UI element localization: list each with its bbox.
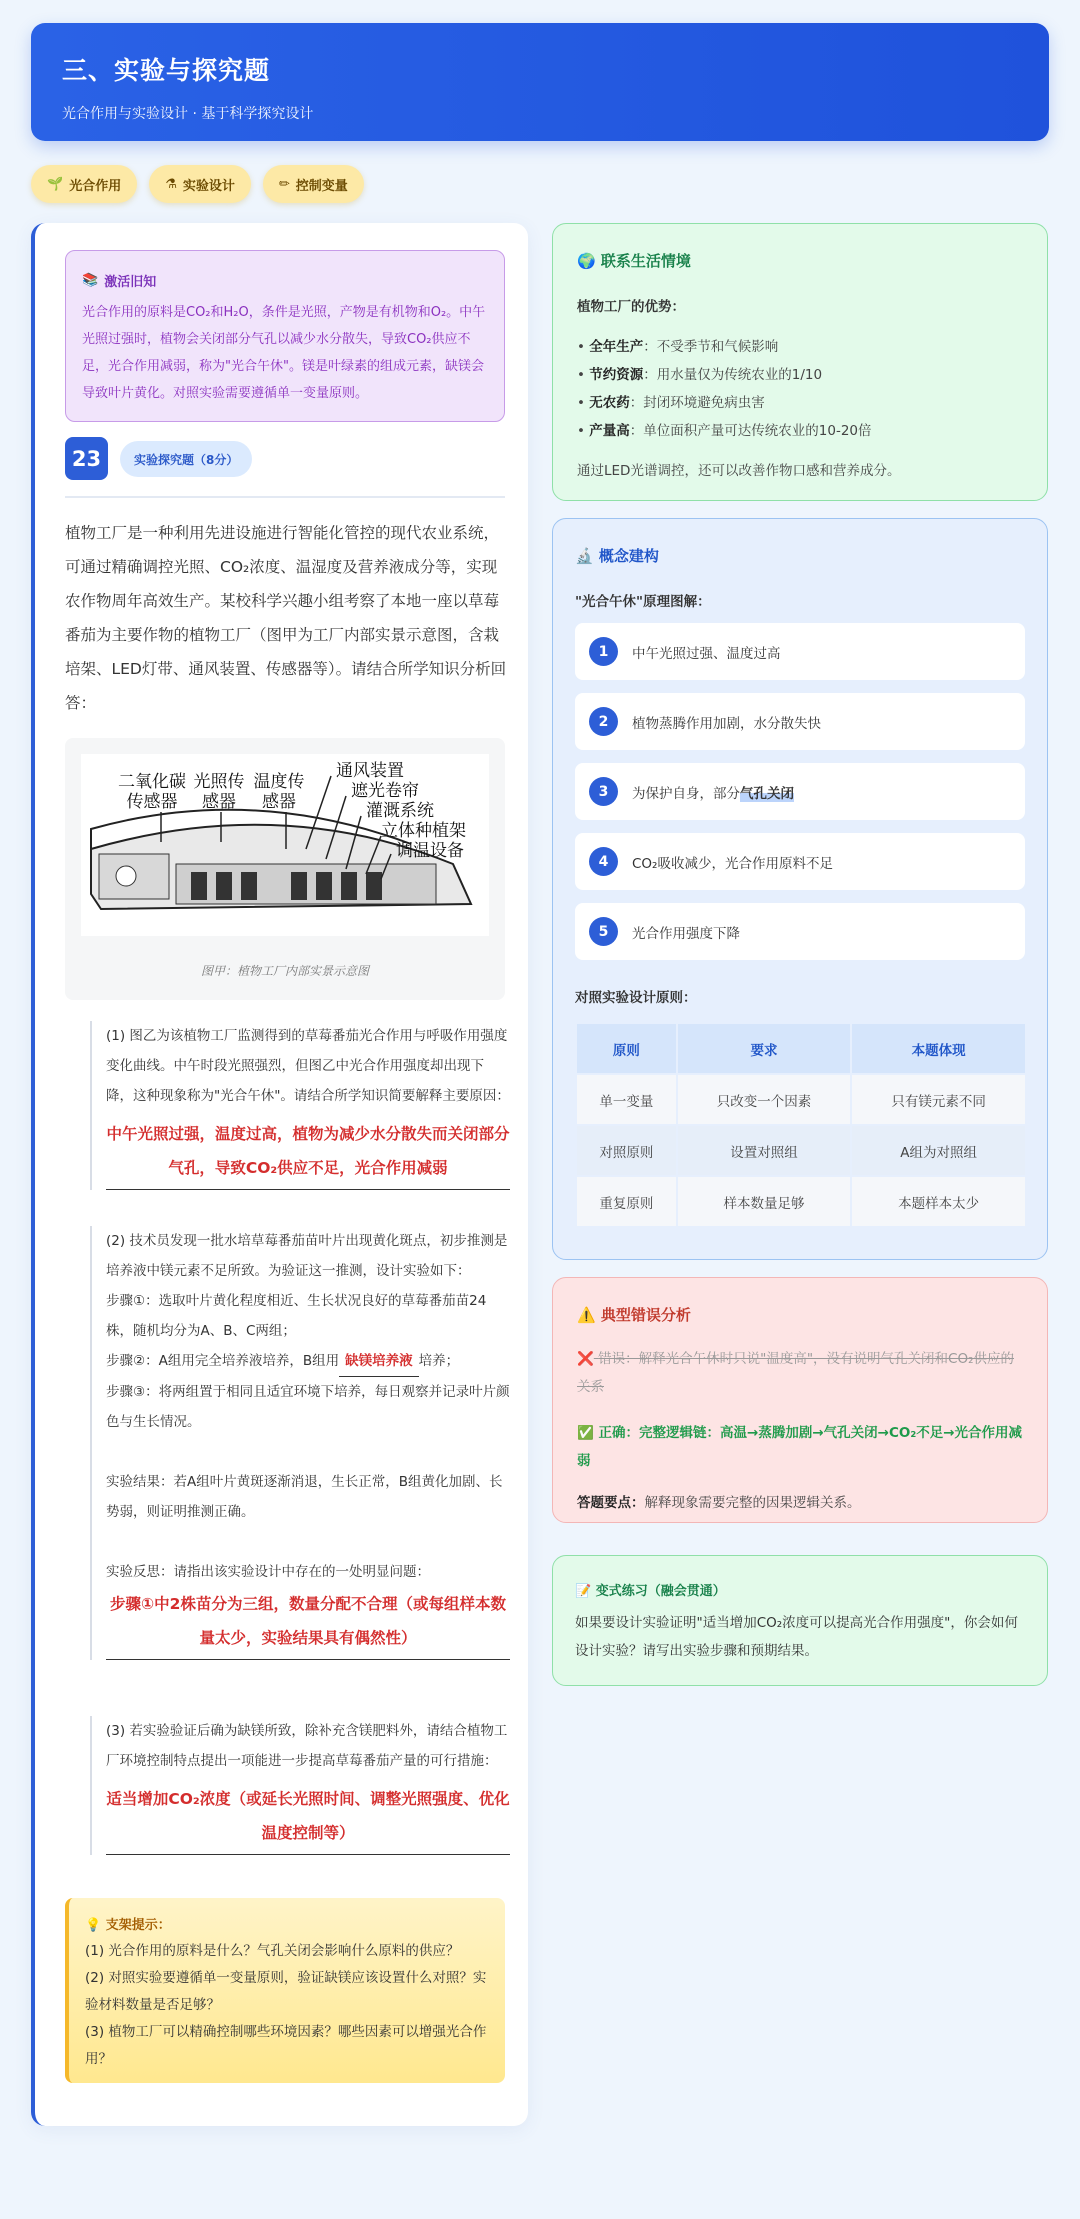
seedling-icon: 🌱 <box>47 176 64 192</box>
tag-experiment-design[interactable] <box>149 165 251 203</box>
tag-photosynthesis[interactable] <box>31 165 137 203</box>
sub-question-3-text: (3) 若实验验证后确为缺镁所致，除补充含镁肥料外，请结合植物工厂环境控制特点提出一项能进一步提高草莓番茄产量的可行措施： <box>106 1723 508 1769</box>
recall-text: 光合作用的原料是CO₂和H₂O，条件是光照，产物是有机物和O₂。中午光照过强时，植物会关闭部分气孔以减少水分散失，导致CO₂供应不足，光合作用减弱，称为"光合午休"。镁是叶绿素的组成元素，缺镁会导致叶片黄化。对照实验需要遵循单一变量原则。 <box>82 305 486 401</box>
tag-list <box>31 165 364 203</box>
sub-question-2-step2 <box>106 1346 510 1377</box>
tag-label: 控制变量 <box>295 178 348 194</box>
table-cell: 重复原则 <box>577 1177 676 1226</box>
life-foot: 通过LED光谱调控，还可以改善作物口感和营养成分。 <box>577 463 901 479</box>
figure-caption: 图甲：植物工厂内部实景示意图 <box>200 964 369 978</box>
practice-title: 变式练习（融会贯通） <box>595 1584 726 1599</box>
table-cell: 单一变量 <box>577 1075 676 1124</box>
question-stem: 植物工厂是一种利用先进设施进行智能化管控的现代农业系统，可通过精确调控光照、CO₂浓度、温湿度及营养液成分等，实现农作物周年高效生产。某校科学兴趣小组考察了本地一座以草莓番茄为主要作物的植物工厂（图甲为工厂内部实景示意图，含栽培架、LED灯带、通风装置、传感器等）。请结合所学知识分析回答： <box>65 524 507 712</box>
sub-question-1-text: (1) 图乙为该植物工厂监测得到的草莓番茄光合作用与呼吸作用强度变化曲线。中午时段光照强烈，但图乙中光合作用强度却出现下降，这种现象称为"光合午休"。请结合所学知识简要解释主要原因： <box>106 1028 510 1104</box>
item-text: ：不受季节和气候影响 <box>643 339 779 355</box>
scaffold-line: (1) 光合作用的原料是什么？气孔关闭会影响什么原料的供应？ <box>85 1943 460 1959</box>
figure-label-co2: 二氧化碳传感器 <box>118 772 186 812</box>
step-number: 2 <box>589 707 618 736</box>
table-row <box>577 1177 1025 1226</box>
item-text: ：用水量仅为传统农业的1/10 <box>643 367 823 383</box>
table-row <box>577 1126 1025 1175</box>
table-header: 原则 <box>577 1024 676 1073</box>
answer-key <box>577 1491 1023 1511</box>
flask-icon: ⚗ <box>165 176 177 192</box>
sub-question-1 <box>90 1021 510 1190</box>
practice-card <box>552 1555 1048 1686</box>
step-number: 3 <box>589 777 618 806</box>
table-cell: A组为对照组 <box>852 1126 1025 1175</box>
errors-title: 典型错误分析 <box>600 1306 691 1324</box>
error-analysis-card <box>552 1277 1048 1523</box>
figure-label-climate: 调温设备 <box>396 841 464 861</box>
page-subtitle: 光合作用与实验设计 · 基于科学探究设计 <box>62 106 314 122</box>
list-item: • 产量高：单位面积产量可达传统农业的10-20倍 <box>577 423 872 439</box>
table-heading: 对照实验设计原则： <box>575 990 697 1006</box>
sub-question-2-result: 实验结果：若A组叶片黄斑逐渐消退，生长正常，B组黄化加剧、长势弱，则证明推测正确。 <box>106 1474 503 1520</box>
warning-icon: ⚠️ <box>577 1306 596 1324</box>
scaffold-line: (2) 对照实验要遵循单一变量原则，验证缺镁应该设置什么对照？实验材料数量是否足够？ <box>85 1970 487 2013</box>
table-cell: 只改变一个因素 <box>678 1075 851 1124</box>
pencil-icon: ✏ <box>278 176 290 192</box>
step-text: CO₂吸收减少，光合作用原料不足 <box>632 855 833 872</box>
wrong-answer <box>577 1345 1023 1401</box>
item-bold: 无农药 <box>589 395 630 411</box>
sub-question-3 <box>90 1716 510 1855</box>
step-highlight: 气孔关闭 <box>740 782 794 802</box>
question-number: 23 <box>65 437 108 480</box>
figure-label-rack: 立体种植架 <box>381 821 466 841</box>
figure-box <box>65 738 505 1000</box>
table-cell: 只有镁元素不同 <box>852 1075 1025 1124</box>
header-banner <box>31 23 1049 141</box>
life-heading: 植物工厂的优势： <box>577 299 685 315</box>
concept-title: 概念建构 <box>598 547 659 565</box>
question-card <box>31 223 528 2126</box>
recall-title: 激活旧知 <box>104 275 157 290</box>
globe-icon: 🌍 <box>577 252 596 270</box>
key-label: 答题要点： <box>577 1495 645 1511</box>
step-number: 1 <box>589 637 618 666</box>
scaffold-line: (3) 植物工厂可以精确控制哪些环境因素？哪些因素可以增强光合作用？ <box>85 2024 487 2067</box>
page-title: 三、实验与探究题 <box>62 56 271 85</box>
wrong-text: 错误：解释光合午休时只说"温度高"，没有说明气孔关闭和CO₂供应的关系 <box>577 1351 1014 1395</box>
concept-step <box>575 903 1025 960</box>
table-cell: 样本数量足够 <box>678 1177 851 1226</box>
memo-icon: 📝 <box>575 1584 592 1599</box>
figure-label-irrigation: 灌溉系统 <box>366 801 434 821</box>
table-cell: 对照原则 <box>577 1126 676 1175</box>
sub-question-2-reflect: 实验反思：请指出该实验设计中存在的一处明显问题： <box>106 1564 430 1580</box>
tag-label: 光合作用 <box>69 178 122 194</box>
divider <box>65 496 505 498</box>
microscope-icon: 🔬 <box>575 547 594 565</box>
figure-label-light: 光照传感器 <box>193 772 245 812</box>
list-item: • 节约资源：用水量仅为传统农业的1/10 <box>577 367 823 383</box>
practice-text: 如果要设计实验证明"适当增加CO₂浓度可以提高光合作用强度"，你会如何设计实验？请写出实验步骤和预期结果。 <box>575 1615 1018 1659</box>
concept-step <box>575 763 1025 820</box>
step-text: 为保护自身，部分 <box>632 785 740 802</box>
table-header-row <box>577 1024 1025 1073</box>
item-bold: 全年生产 <box>589 339 644 355</box>
concept-card <box>552 518 1048 1260</box>
step2-text-before: 步骤②：A组用完全培养液培养，B组用 <box>106 1353 340 1369</box>
tag-control-variable[interactable] <box>263 165 364 203</box>
plant-factory-illustration <box>81 754 489 936</box>
sub-question-2-step3: 步骤③：将两组置于相同且适宜环境下培养，每日观察并记录叶片颜色与生长情况。 <box>106 1384 510 1430</box>
table-header: 要求 <box>678 1024 851 1073</box>
scaffold-hints <box>65 1898 505 2083</box>
step2-text-after: 培养； <box>418 1353 460 1369</box>
principle-table <box>575 1022 1027 1228</box>
table-cell: 本题样本太少 <box>852 1177 1025 1226</box>
item-text: ：封闭环境避免病虫害 <box>629 395 765 411</box>
recall-box <box>65 250 505 422</box>
item-bold: 节约资源 <box>589 367 644 383</box>
item-bold: 产量高 <box>589 423 630 439</box>
step-number: 5 <box>589 917 618 946</box>
advantage-list <box>577 333 1023 445</box>
step-text: 中午光照过强、温度过高 <box>632 645 781 662</box>
life-context-card <box>552 223 1048 501</box>
tag-label: 实验设计 <box>182 178 235 194</box>
sub-question-2-step1: 步骤①：选取叶片黄化程度相近、生长状况良好的草莓番茄苗24株，随机均分为A、B、C两组； <box>106 1293 487 1339</box>
step-text: 植物蒸腾作用加剧，水分散失快 <box>632 715 821 732</box>
step-number: 4 <box>589 847 618 876</box>
figure-label-temp: 温度传感器 <box>253 772 305 812</box>
key-text: 解释现象需要完整的因果逻辑关系。 <box>644 1495 861 1511</box>
answer-fill-blank: 缺镁培养液 <box>339 1346 419 1377</box>
concept-step <box>575 623 1025 680</box>
question-type-badge: 实验探究题（8分） <box>120 441 252 477</box>
scaffold-title: 支架提示： <box>105 1918 171 1933</box>
lightbulb-icon: 💡 <box>85 1918 102 1933</box>
check-icon: ✅ <box>577 1425 594 1441</box>
answer-2: 步骤①中2株苗分为三组，数量分配不合理（或每组样本数量太少，实验结果具有偶然性） <box>106 1587 510 1660</box>
sub-question-2-intro: (2) 技术员发现一批水培草莓番茄苗叶片出现黄化斑点，初步推测是培养液中镁元素不足所致。为验证这一推测，设计实验如下： <box>106 1233 508 1279</box>
list-item: • 全年生产：不受季节和气候影响 <box>577 339 779 355</box>
answer-1: 中午光照过强，温度过高，植物为减少水分散失而关闭部分气孔，导致CO₂供应不足，光合作用减弱 <box>106 1117 510 1190</box>
table-row <box>577 1075 1025 1124</box>
step-text: 光合作用强度下降 <box>632 925 740 942</box>
list-item: • 无农药：封闭环境避免病虫害 <box>577 395 765 411</box>
item-text: ：单位面积产量可达传统农业的10-20倍 <box>629 423 872 439</box>
table-cell: 设置对照组 <box>678 1126 851 1175</box>
concept-heading: "光合午休"原理图解： <box>575 594 711 610</box>
life-title: 联系生活情境 <box>600 252 691 270</box>
cross-icon: ❌ <box>577 1351 594 1367</box>
answer-3: 适当增加CO₂浓度（或延长光照时间、调整光照强度、优化温度控制等） <box>106 1782 510 1855</box>
figure-labels <box>81 754 489 936</box>
concept-step <box>575 693 1025 750</box>
table-header: 本题体现 <box>852 1024 1025 1073</box>
book-icon: 📚 <box>82 273 99 288</box>
concept-step <box>575 833 1025 890</box>
sub-question-2 <box>90 1226 510 1660</box>
figure-label-ventilation: 通风装置 <box>336 761 404 781</box>
correct-answer <box>577 1419 1023 1475</box>
correct-text: 正确：完整逻辑链：高温→蒸腾加剧→气孔关闭→CO₂不足→光合作用减弱 <box>577 1425 1023 1469</box>
figure-label-shade: 遮光卷帘 <box>351 781 419 801</box>
